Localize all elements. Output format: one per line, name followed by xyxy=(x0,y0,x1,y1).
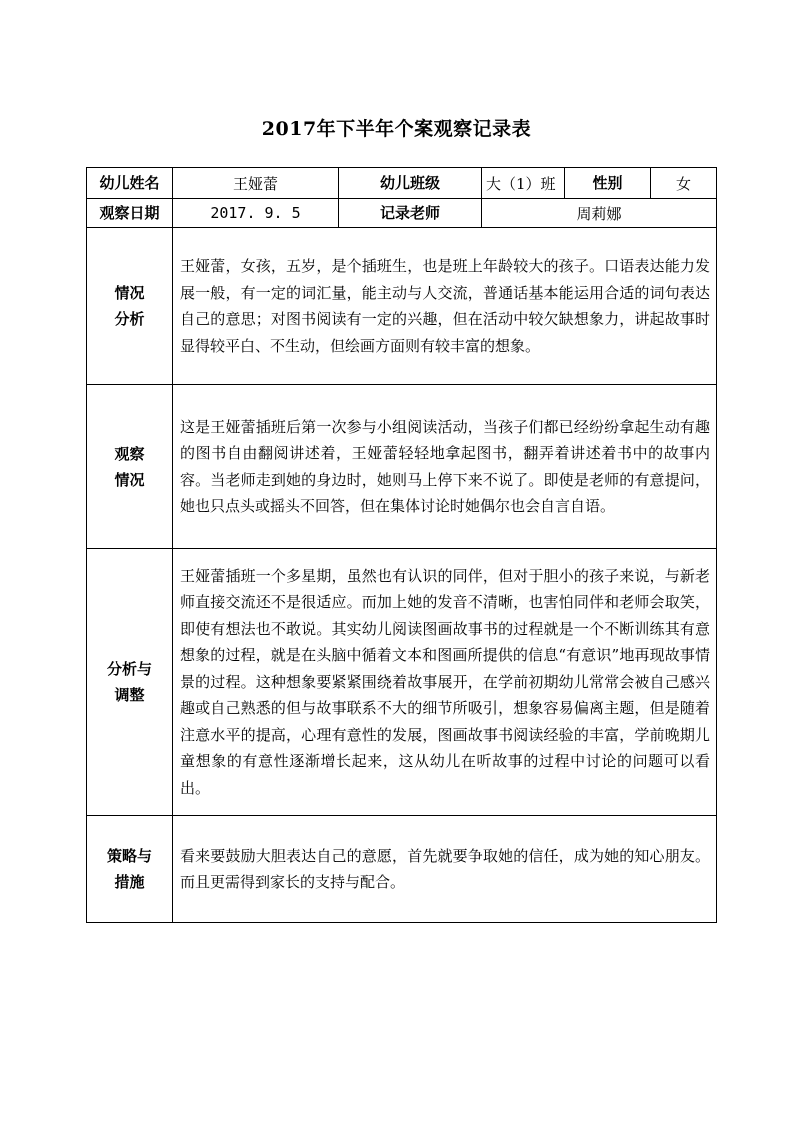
observation-date-value: 2017. 9. 5 xyxy=(173,199,339,228)
section-situation-analysis xyxy=(87,228,717,385)
section-label: 分析与 调整 xyxy=(87,549,173,816)
page-title: 2017年下半年个案观察记录表 xyxy=(261,118,532,140)
child-class-label: 幼儿班级 xyxy=(339,168,482,199)
section-label: 策略与 措施 xyxy=(87,816,173,923)
observation-date-label: 观察日期 xyxy=(87,199,173,228)
observation-record-table xyxy=(86,167,717,923)
child-name-value: 王娅蕾 xyxy=(173,168,339,199)
child-class-value: 大（1）班 xyxy=(482,168,565,199)
section-text: 王娅蕾插班一个多星期，虽然也有认识的同伴，但对于胆小的孩子来说，与新老师直接交流还不是很适应。而加上她的发音不清晰，也害怕同伴和老师会取笑，即使有想法也不敢说。其实幼儿阅读图画故事书的过程就是一个不断训练其有意想象的过程，就是在头脑中循着文本和图画所提供的信息“有意识”地再现故事情景的过程。这种想象要紧紧围绕着故事展开，在学前初期幼儿常常会被自己感兴趣或自己熟悉的但与故事联系不大的细节所吸引，想象容易偏离主题，但是随着注意水平的提高，心理有意性的发展，图画故事书阅读经验的丰富，学前晚期儿童想象的有意性逐渐增长起来，这从幼儿在听故事的过程中讨论的问题可以看出。 xyxy=(173,549,717,816)
section-label: 情况 分析 xyxy=(87,228,173,385)
record-teacher-label: 记录老师 xyxy=(339,199,482,228)
section-strategy-measures xyxy=(87,816,717,923)
gender-value: 女 xyxy=(651,168,717,199)
section-text: 这是王娅蕾插班后第一次参与小组阅读活动，当孩子们都已经纷纷拿起生动有趣的图书自由翻阅讲述着，王娅蕾轻轻地拿起图书，翻弄着讲述着书中的故事内容。当老师走到她的身边时，她则马上停下来不说了。即使是老师的有意提问，她也只点头或摇头不回答，但在集体讨论时她偶尔也会自言自语。 xyxy=(173,385,717,549)
section-label: 观察 情况 xyxy=(87,385,173,549)
header-row-1 xyxy=(87,168,717,199)
record-teacher-value: 周莉娜 xyxy=(482,199,717,228)
header-row-2 xyxy=(87,199,717,228)
child-name-label: 幼儿姓名 xyxy=(87,168,173,199)
section-text: 王娅蕾，女孩，五岁，是个插班生，也是班上年龄较大的孩子。口语表达能力发展一般，有一定的词汇量，能主动与人交流，普通话基本能运用合适的词句表达自己的意思；对图书阅读有一定的兴趣，但在活动中较欠缺想象力，讲起故事时显得较平白、不生动，但绘画方面则有较丰富的想象。 xyxy=(173,228,717,385)
section-observation xyxy=(87,385,717,549)
section-text: 看来要鼓励大胆表达自己的意愿，首先就要争取她的信任，成为她的知心朋友。而且更需得到家长的支持与配合。 xyxy=(173,816,717,923)
section-analysis-adjustment xyxy=(87,549,717,816)
gender-label: 性别 xyxy=(565,168,651,199)
